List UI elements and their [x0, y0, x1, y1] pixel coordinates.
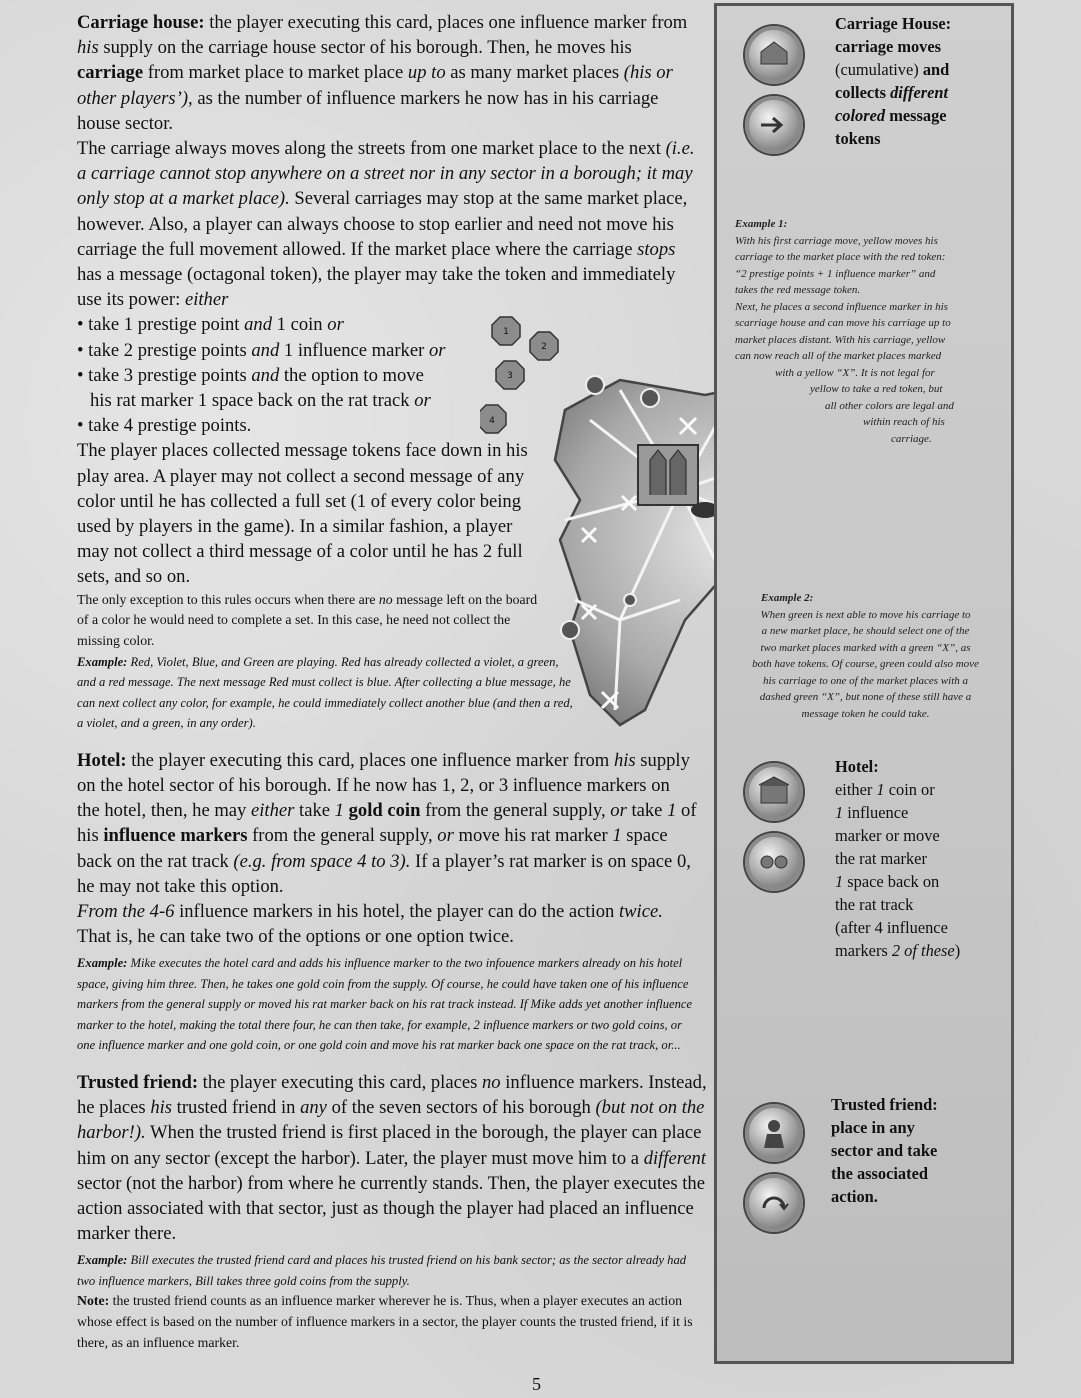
hotel-paragraph-1: Hotel: the player executing this card, places one influence marker from his supply on the hotel sector of his borough. If he now has 1, 2, or 3 influence markers on the hotel, then, he may either take 1 gold coin from the general supply, or take 1 of his influence markers from the general supply, or move his rat marker 1 space back on the rat track (e.g. from space 4 to 3). If a player’s rat marker is on space 0, he may not take this option. — [77, 749, 697, 897]
list-item: • take 1 prestige point and 1 coin or — [77, 314, 344, 336]
token-label: 4 — [489, 416, 495, 426]
carriage-house-icon — [745, 26, 803, 84]
friend-paragraph: Trusted friend: the player executing this card, places no influence markers. Instead, he places his trusted friend in any of the seven sectors of his borough (but not on the harbor!). When the trusted friend is first placed in the borough, the player can place him on any sector (except the harbor). Later, the player must move him to a different sector (not the harbor) from where he currently stands. Then, the player executes the action associated with that sector, just as though the player had placed an influence marker there. — [77, 1071, 707, 1245]
trusted-friend-move-icon — [745, 1174, 803, 1232]
carriage-paragraph-3: The player places collected message tokens face down in his play area. A player may not collect a second message of any color until he has collected a full set (1 of every color being used by players in the game). In a similar fashion, a player may not collect a third message of a color until he has 2 full sets, and so on. — [77, 440, 528, 588]
hotel-options-icon — [745, 833, 803, 891]
friend-heading: Trusted friend: — [77, 1071, 199, 1093]
sidebar-panel — [714, 3, 1014, 1364]
friend-note: Note: the trusted friend counts as an influence marker wherever he is. Thus, when a player executes an action whose effect is based on the number of influence markers in a sector, the player counts the trusted friend, if it is there, as an influence marker. — [77, 1293, 693, 1350]
cathedral-tile — [638, 445, 698, 505]
carriage-paragraph-1: Carriage house: the player executing this card, places one influence marker from his supply on the carriage house sector of his borough. Then, he moves his carriage from market place to market place up to as many market places (his or other players’), as the number of influence markers he now has in his carriage house sector. — [77, 12, 688, 134]
hotel-heading: Hotel: — [77, 749, 127, 771]
page-number: 5 — [532, 1374, 541, 1394]
carriage-paragraph-2: The carriage always moves along the streets from one market place to the next (i.e. a carriage cannot stop anywhere on a street nor in any sector in a borough; it may only stop at a market place). Several carriages may stop at the same market place, however. Also, a player can always choose to stop earlier and need not move his carriage the full movement allowed. If the market place where the carriage stops has a message (octagonal token), the player may take the token and immediately use its power: either — [77, 138, 695, 311]
example-1: Example 1: With his first carriage move, yellow moves his carriage to the market place with the red token: “2 prestige points + 1 influence marker” and takes the red message token. Next, he places a second influence marker in his scarriage house and can move his carriage up to market places distant. With his carriage, yellow can now reach all of the market places marked with a yellow “X”. It is not legal for yellow to take a red token, but all other colors are legal and within reach of his carriage. — [735, 218, 954, 445]
hotel-example: Example: Mike executes the hotel card and adds his influence marker to the two infouence markers already on his hotel space, giving him three. Then, he takes one gold coin from the supply. Of course, he could have taken one of his influence markers from the general supply or moved his rat marker back on his rat track instead. If Mike adds yet another influence marker to the hotel, making the total there four, he can then take, for example, 2 influence markers or two gold coins, or one influence marker and one gold coin, or one gold coin and move his rat marker back one space on the rat track, or... — [77, 956, 693, 1053]
trusted-friend-icon — [745, 1104, 803, 1162]
message-tokens — [480, 315, 580, 440]
carriage-move-icon — [745, 96, 803, 154]
trusted-friend-summary: Trusted friend: place in any sector and take the associated action. — [831, 1095, 938, 1206]
carriage-summary: Carriage House: carriage moves (cumulative) and collects different colored message tokens — [835, 14, 952, 148]
hotel-icon — [745, 763, 803, 821]
carriage-example: Example: Red, Violet, Blue, and Green are playing. Red has already collected a violet, a green, and a red message. The next message Red must collect is blue. After collecting a blue message, he can next collect any color, for example, he could immediately collect another blue (and then a red, a violet, and a green, in any order). — [77, 654, 573, 731]
hotel-paragraph-2: From the 4-6 influence markers in his hotel, the player can do the action twice. That is, he can take two of the options or one option twice. — [77, 901, 663, 948]
list-item: • take 2 prestige points and 1 influence marker or — [77, 339, 446, 361]
carriage-heading: Carriage house: — [77, 12, 205, 33]
friend-example: Example: Bill executes the trusted friend card and places his trusted friend on his bank sector; as the sector already had two influence markers, Bill takes three gold coins from the supply. — [77, 1253, 687, 1288]
token-label: 2 — [541, 342, 547, 352]
hotel-summary: Hotel: either 1 coin or 1 influence marker or move the rat marker 1 space back on the rat track (after 4 influence markers 2 of these) — [835, 757, 961, 960]
list-item: his rat marker 1 space back on the rat track or — [90, 390, 431, 412]
carriage-exception: The only exception to this rules occurs when there are no message left on the board of a color he would need to complete a set. In this case, he need not collect the missing color. — [77, 591, 538, 649]
example-2: Example 2: When green is next able to move his carriage to a new market place, he should select one of the two market places marked with a green “X”, as both have tokens. Of course, green could also move his carriage to one of the market places with a dashed green “X”, but none of these still have a message token he could take. — [752, 592, 979, 720]
list-item: • take 4 prestige points. — [77, 415, 252, 437]
token-label: 3 — [507, 371, 513, 381]
list-item: • take 3 prestige points and the option to move — [77, 364, 424, 386]
token-label: 1 — [503, 327, 509, 337]
